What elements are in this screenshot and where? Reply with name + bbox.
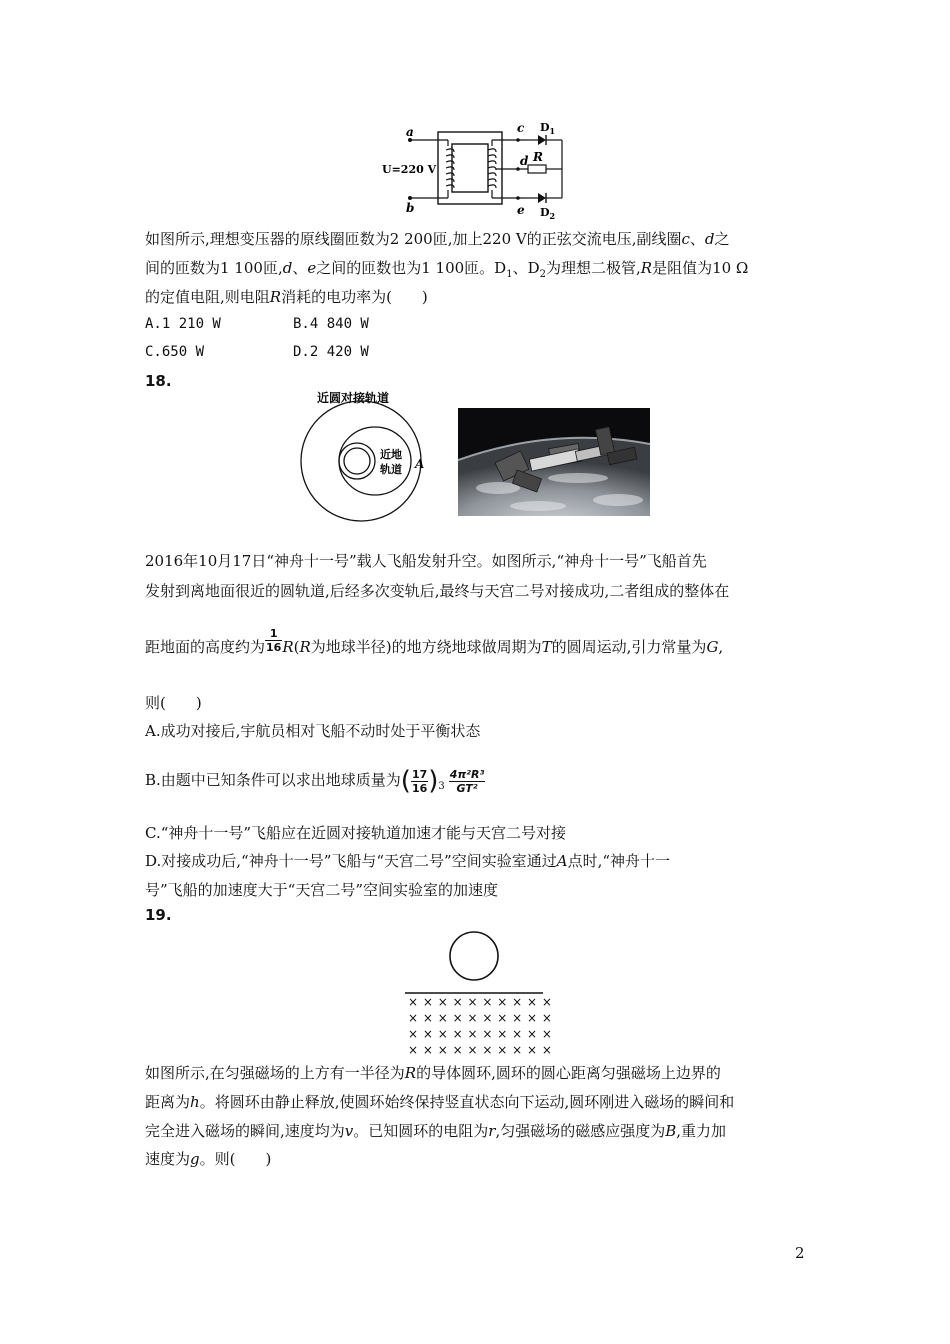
transformer-circuit-diagram: [380, 120, 580, 220]
fraction-17-16: $\frac{17}{16}$: [411, 767, 428, 795]
orbit-diagram: [295, 388, 435, 523]
q18-text-line-3: 距地面的高度约为 $\frac{1}{16}$ R(R为地球半径)的地方绕地球做周期为T的圆周运动,引力常量为G,: [145, 626, 724, 656]
q18-option-d-line-2: 号”飞船的加速度大于“天宫二号”空间实验室的加速度: [145, 881, 499, 899]
label-e: e: [517, 203, 525, 217]
orbit-point-a: A: [415, 457, 425, 471]
label-voltage: U=220 V: [382, 163, 437, 176]
q17-text-line-1: 如图所示,理想变压器的原线圈匝数为2 200匝,加上220 V的正弦交流电压,副线圈c、d之: [145, 230, 730, 248]
paren-left: (: [400, 766, 411, 796]
space-station-photo: [458, 408, 650, 516]
q18-number: 18.: [145, 372, 172, 390]
q18-option-a[interactable]: A.成功对接后,宇航员相对飞船不动时处于平衡状态: [145, 722, 481, 740]
q17-option-a[interactable]: A.1 210 W: [145, 316, 221, 332]
orbit-label-line-2: 轨道: [380, 463, 402, 476]
label-a: a: [406, 125, 414, 139]
orbit-diagram-title: 近圆对接轨道: [317, 391, 390, 405]
fraction-mass-formula: $\frac{\text{4π²R³}}{\text{GT²}}$: [449, 767, 485, 795]
label-c: c: [517, 121, 525, 135]
page-number: 2: [795, 1244, 805, 1262]
label-d: d: [520, 154, 529, 168]
q18-option-d-line-1[interactable]: D.对接成功后,“神舟十一号”飞船与“天宫二号”空间实验室通过A点时,“神舟十一: [145, 852, 670, 870]
q19-number: 19.: [145, 906, 172, 924]
q18-text-line-2: 发射到离地面很近的圆轨道,后经多次变轨后,最终与天宫二号对接成功,二者组成的整体在: [145, 582, 730, 600]
q19-text-line-2: 距离为h。将圆环由静止释放,使圆环始终保持竖直状态向下运动,圆环刚进入磁场的瞬间和: [145, 1093, 735, 1111]
label-b: b: [406, 201, 415, 215]
conducting-ring: [450, 932, 498, 980]
q18-option-c[interactable]: C.“神舟十一号”飞船应在近圆对接轨道加速才能与天宫二号对接: [145, 824, 567, 842]
paren-right: ): [428, 766, 439, 796]
q17-text-line-3: 的定值电阻,则电阻R消耗的电功率为( ): [145, 288, 428, 306]
magnetic-field-row-4: × × × × × × × × × ×: [408, 1043, 553, 1057]
q19-text-line-3: 完全进入磁场的瞬间,速度均为v。已知圆环的电阻为r,匀强磁场的磁感应强度为B,重力加: [145, 1122, 727, 1140]
magnetic-field-row-3: × × × × × × × × × ×: [408, 1027, 553, 1041]
q19-text-line-4: 速度为g。则( ): [145, 1150, 272, 1168]
q18-option-b[interactable]: B.由题中已知条件可以求出地球质量为( $\frac{17}{16}$ )$_3$ $\frac{\text{4π²R³}}{\text{GT²}}$: [145, 766, 485, 796]
magnetic-field-row-2: × × × × × × × × × ×: [408, 1011, 553, 1025]
q19-text-line-1: 如图所示,在匀强磁场的上方有一半径为R的导体圆环,圆环的圆心距离匀强磁场上边界的: [145, 1064, 721, 1082]
q18-text-line-1: 2016年10月17日“神舟十一号”载人飞船发射升空。如图所示,“神舟十一号”飞船首先: [145, 552, 707, 570]
q18-text-line-4: 则( ): [145, 694, 202, 712]
orbit-label-line-1: 近地: [380, 448, 402, 461]
label-R: R: [533, 150, 543, 164]
magnetic-field-row-1: × × × × × × × × × ×: [408, 995, 553, 1009]
q17-text-line-2: 间的匝数为1 100匝,d、e之间的匝数也为1 100匝。$D_1$、$D_2$为理想二极管,R是阻值为10 Ω: [145, 259, 749, 280]
q17-option-c[interactable]: C.650 W: [145, 344, 205, 360]
label-D2: $D_2$: [540, 206, 556, 220]
label-D1: $D_1$: [540, 121, 556, 136]
q17-option-b[interactable]: B.4 840 W: [293, 316, 369, 332]
q17-option-d[interactable]: D.2 420 W: [293, 344, 369, 360]
fraction-one-sixteenth: $\frac{1}{16}$: [266, 626, 282, 654]
